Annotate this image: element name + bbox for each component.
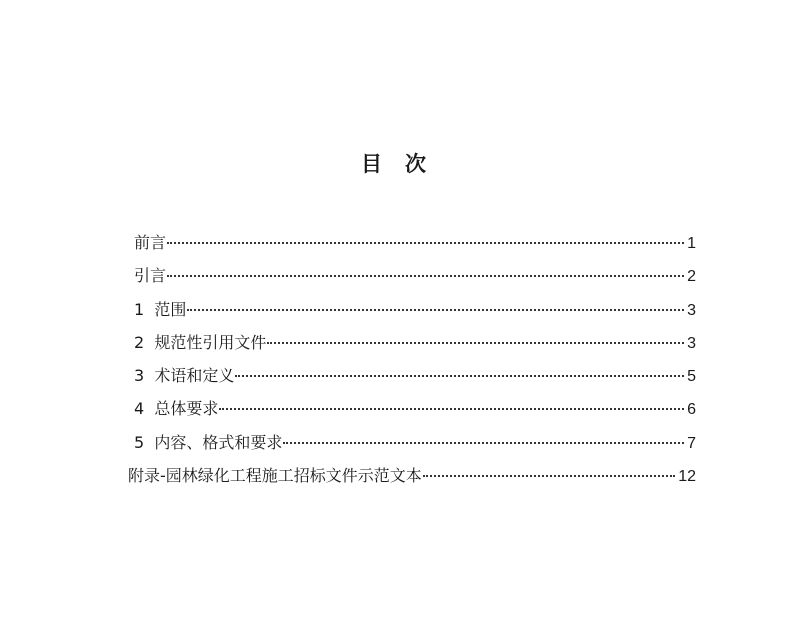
toc-entry-page: 1 <box>687 235 696 252</box>
page-title <box>0 148 788 180</box>
toc-entry-appendix[interactable] <box>128 463 696 496</box>
toc-entry-page: 6 <box>687 401 696 419</box>
toc-entry-number: 2 <box>134 332 155 352</box>
toc-entry-number: 5 <box>134 432 155 452</box>
toc-dot-leader <box>167 275 684 277</box>
toc-entry-page: 5 <box>687 368 696 386</box>
toc-entry-page: 3 <box>687 301 696 319</box>
toc-entry-normative-references[interactable] <box>128 330 696 363</box>
toc-dot-leader <box>267 342 684 344</box>
toc-entry-general-requirements[interactable] <box>128 396 696 429</box>
toc-entry-terms-definitions[interactable] <box>128 363 696 396</box>
toc-entry-number: 1 <box>134 299 155 319</box>
page-title-part1: 目 <box>361 152 383 176</box>
toc-dot-leader <box>187 309 684 311</box>
toc-dot-leader <box>235 375 684 377</box>
toc-entry-page: 7 <box>687 434 696 452</box>
toc-entry-number: 3 <box>134 366 155 386</box>
toc-entry-scope[interactable] <box>128 297 696 330</box>
toc-dot-leader <box>423 475 675 477</box>
toc-entry-label: 规范性引用文件 <box>154 332 267 352</box>
toc-entry-number: 4 <box>134 399 155 419</box>
toc-entry-introduction[interactable] <box>128 263 696 296</box>
toc-entry-label: 附录-园林绿化工程施工招标文件示范文本 <box>128 466 422 486</box>
table-of-contents <box>128 230 696 496</box>
toc-entry-label: 引言 <box>134 266 167 286</box>
toc-entry-preface[interactable] <box>128 230 696 263</box>
toc-entry-label: 总体要求 <box>154 399 219 419</box>
toc-entry-label: 内容、格式和要求 <box>154 432 283 452</box>
toc-dot-leader <box>167 242 684 244</box>
toc-entry-label: 术语和定义 <box>154 366 235 386</box>
toc-entry-page: 12 <box>678 468 696 486</box>
toc-entry-page: 3 <box>687 334 696 352</box>
toc-entry-label: 前言 <box>134 233 167 252</box>
toc-entry-label: 范围 <box>154 299 187 319</box>
toc-entry-content-format[interactable] <box>128 430 696 463</box>
page-title-part2: 次 <box>405 152 427 176</box>
toc-dot-leader <box>219 408 684 410</box>
toc-entry-page: 2 <box>687 268 696 286</box>
toc-dot-leader <box>283 442 684 444</box>
